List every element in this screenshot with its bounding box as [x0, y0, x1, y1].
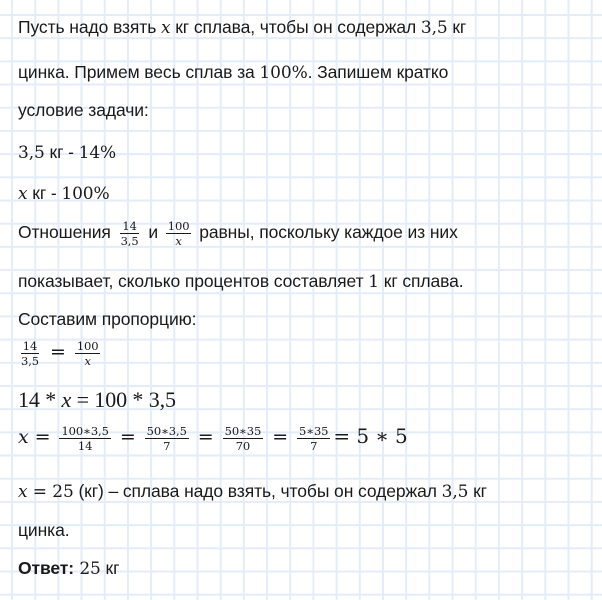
answer-unit: кг	[100, 558, 120, 578]
text: Пусть надо взять	[18, 17, 161, 37]
paragraph1-line3	[18, 100, 149, 121]
denominator: 70	[235, 439, 251, 453]
proportion-label	[18, 309, 196, 330]
denominator: 7	[310, 439, 318, 453]
text: Составим пропорцию:	[18, 309, 197, 329]
paragraph1-line1	[18, 17, 466, 38]
math: = 25	[27, 482, 74, 502]
text: и	[143, 222, 163, 243]
text: кг сплава, чтобы он содержал	[170, 17, 421, 37]
text: . Запишем кратко	[307, 62, 449, 82]
paragraph2-line2	[18, 271, 464, 292]
equals-sign: =	[272, 426, 289, 449]
fraction	[223, 424, 264, 453]
denominator: x	[175, 234, 182, 248]
fraction	[19, 339, 41, 368]
math-number: 1	[368, 272, 379, 292]
text: (кг) – сплава надо взять, чтобы он содержал	[73, 481, 442, 501]
math: = 100 * 3,5	[71, 387, 176, 412]
math-number: 3,5	[18, 143, 45, 163]
answer-line	[18, 558, 119, 579]
denominator: 3,5	[21, 354, 39, 368]
paragraph1-line2	[18, 62, 448, 83]
fraction	[166, 219, 192, 248]
fraction	[145, 424, 189, 453]
fraction	[297, 424, 330, 453]
conclusion-line1	[18, 481, 487, 502]
text: условие задачи:	[18, 100, 149, 120]
denominator: 7	[163, 439, 171, 453]
numerator: 5∗35	[299, 424, 329, 438]
math-number: 3,5	[441, 482, 469, 502]
numerator: 100∗3,5	[61, 424, 109, 438]
equals-sign: =	[119, 426, 136, 449]
denominator: x	[84, 354, 91, 368]
condition-row-1	[18, 142, 116, 163]
math-variable: x	[18, 482, 28, 502]
math-number: 100%	[61, 184, 110, 204]
numerator: 100	[167, 219, 190, 233]
math-result: = 5 ∗ 5	[333, 424, 408, 449]
text: цинка. Примем весь сплав за	[18, 62, 260, 82]
equals-sign: =	[50, 341, 66, 364]
fraction	[59, 424, 110, 453]
fraction	[75, 339, 101, 368]
math-number: 100%	[259, 63, 308, 83]
text: кг	[468, 481, 487, 501]
text: равны, поскольку каждое из них	[194, 222, 458, 243]
text: кг -	[44, 142, 79, 162]
math-variable: x	[18, 426, 29, 449]
numerator: 14	[22, 339, 38, 353]
paragraph2-line1	[18, 219, 458, 248]
math-number: 14%	[78, 143, 117, 163]
denominator: 3,5	[120, 234, 139, 248]
text: кг -	[27, 183, 62, 203]
fraction	[119, 219, 141, 248]
numerator: 50∗3,5	[146, 424, 187, 438]
answer-label: Ответ:	[18, 558, 75, 578]
text: Отношения	[18, 222, 116, 243]
equation-1	[18, 387, 176, 413]
math-variable: x	[18, 184, 28, 204]
text: цинка.	[18, 520, 70, 540]
answer-value: 25	[74, 559, 101, 579]
conclusion-line2	[18, 520, 70, 541]
math: 14 *	[18, 387, 62, 412]
equals-sign: =	[34, 426, 51, 449]
text: кг	[447, 17, 467, 37]
text: кг сплава.	[379, 271, 464, 291]
math-number: 3,5	[420, 18, 448, 38]
numerator: 14	[122, 219, 137, 233]
proportion-formula	[16, 339, 103, 368]
equation-2	[18, 424, 408, 453]
denominator: 14	[77, 439, 93, 453]
math-variable: x	[160, 18, 171, 38]
numerator: 50∗35	[224, 424, 262, 438]
equals-sign: =	[197, 426, 214, 449]
numerator: 100	[76, 339, 99, 353]
condition-row-2	[18, 183, 110, 204]
text: показывает, сколько процентов составляет	[18, 271, 369, 291]
math-variable: x	[61, 387, 72, 412]
